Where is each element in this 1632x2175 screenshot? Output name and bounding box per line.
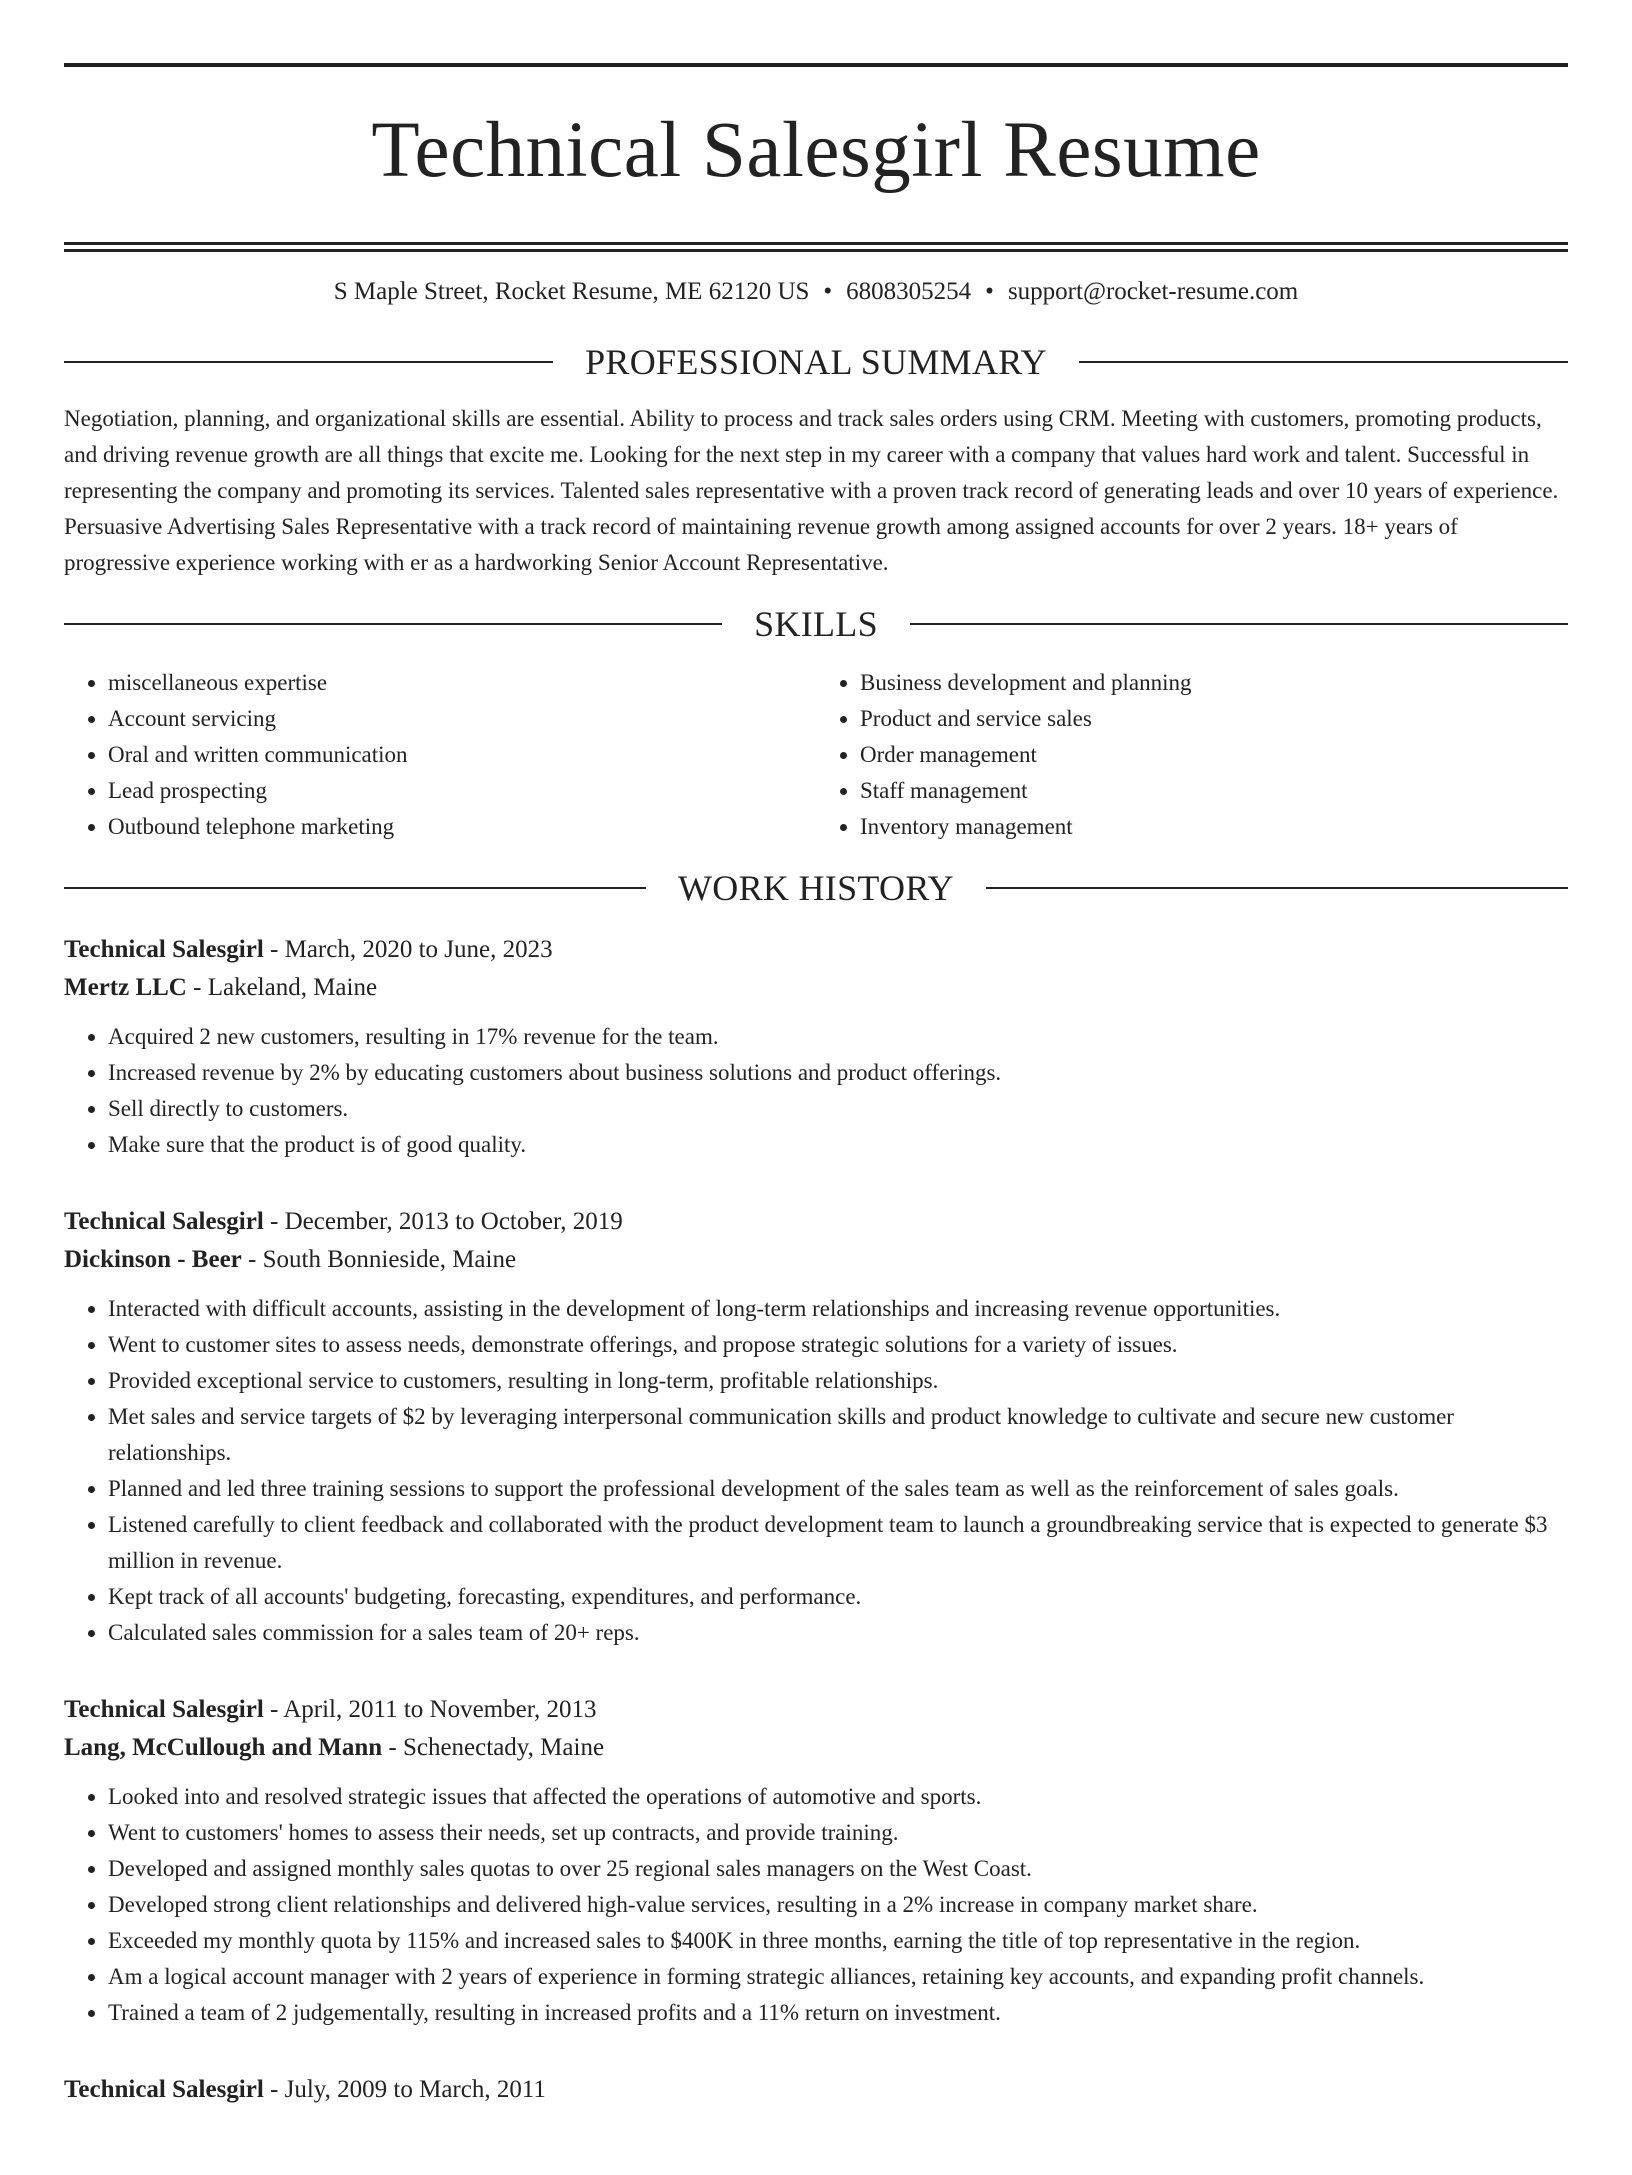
- job-bullet: • Kept track of all accounts' budgeting, forecasting, expenditures, and performance.: [108, 1579, 1568, 1615]
- job-bullet: • Provided exceptional service to customers, resulting in long-term, profitable relationships.: [108, 1363, 1568, 1399]
- skill-item: • Lead prospecting: [108, 773, 816, 809]
- job-location: - Schenectady, Maine: [382, 1734, 605, 1761]
- job-entry: [64, 1691, 1568, 2031]
- job-entry: [64, 931, 1568, 1163]
- job-bullet: • Trained a team of 2 judgementally, resulting in increased profits and a 11% return on investment.: [108, 1995, 1568, 2031]
- skill-item: • Outbound telephone marketing: [108, 809, 816, 845]
- skill-item: • Oral and written communication: [108, 737, 816, 773]
- resume-page: [0, 63, 1632, 2175]
- job-company: Dickinson - Beer: [64, 1246, 242, 1273]
- job-bullet: • Listened carefully to client feedback and collaborated with the product development team to launch a groundbreaking service that is expected to generate $3 million in revenue.: [108, 1507, 1568, 1579]
- job-bullet: • Exceeded my monthly quota by 115% and increased sales to $400K in three months, earning the title of top representative in the region.: [108, 1923, 1568, 1959]
- job-title-line: [64, 1203, 1568, 1241]
- job-bullet: • Increased revenue by 2% by educating customers about business solutions and product offerings.: [108, 1055, 1568, 1091]
- skill-item: • Product and service sales: [860, 701, 1568, 737]
- job-bullet: • Am a logical account manager with 2 years of experience in forming strategic alliances, retaining key accounts, and expanding profit channels.: [108, 1959, 1568, 1995]
- job-company-line: [64, 969, 1568, 1007]
- job-bullet: • Went to customers' homes to assess their needs, set up contracts, and provide training.: [108, 1815, 1568, 1851]
- header-double-rule: [64, 242, 1568, 252]
- skill-item: • Account servicing: [108, 701, 816, 737]
- contact-address: S Maple Street, Rocket Resume, ME 62120 US: [333, 278, 810, 305]
- summary-section-header: [64, 341, 1568, 383]
- skill-item: • Inventory management: [860, 809, 1568, 845]
- skills-column-right: [816, 665, 1568, 845]
- job-bullet: • Met sales and service targets of $2 by leveraging interpersonal communication skills and product knowledge to cultivate and secure new customer relationships.: [108, 1399, 1568, 1471]
- section-rule-right: [986, 887, 1568, 889]
- job-title: Technical Salesgirl: [64, 1208, 264, 1235]
- section-rule-left: [64, 623, 722, 625]
- section-rule-right: [1079, 361, 1568, 363]
- contact-email: support@rocket-resume.com: [1007, 278, 1299, 305]
- work-section-header: [64, 867, 1568, 909]
- job-bullet: • Make sure that the product is of good quality.: [108, 1127, 1568, 1163]
- job-bullet: • Looked into and resolved strategic issues that affected the operations of automotive and sports.: [108, 1779, 1568, 1815]
- job-title: Technical Salesgirl: [64, 1696, 264, 1723]
- job-title-line: [64, 931, 1568, 969]
- skill-item: • Staff management: [860, 773, 1568, 809]
- summary-heading: PROFESSIONAL SUMMARY: [585, 342, 1047, 382]
- job-bullets: [64, 1291, 1568, 1651]
- job-bullet: • Planned and led three training sessions to support the professional development of the sales team as well as the reinforcement of sales goals.: [108, 1471, 1568, 1507]
- skill-item: • Business development and planning: [860, 665, 1568, 701]
- resume-title: Technical Salesgirl Resume: [371, 107, 1261, 194]
- job-bullet: • Interacted with difficult accounts, assisting in the development of long-term relationships and increasing revenue opportunities.: [108, 1291, 1568, 1327]
- work-heading: WORK HISTORY: [678, 868, 954, 908]
- skills-column-left: [64, 665, 816, 845]
- contact-separator: •: [823, 278, 833, 305]
- header-top-rule: [64, 63, 1568, 67]
- job-title: Technical Salesgirl: [64, 2076, 264, 2103]
- job-bullet: • Went to customer sites to assess needs, demonstrate offerings, and propose strategic solutions for a variety of issues.: [108, 1327, 1568, 1363]
- job-dates: - July, 2009 to March, 2011: [263, 2076, 546, 2103]
- section-rule-right: [910, 623, 1568, 625]
- job-company-line: [64, 1241, 1568, 1279]
- job-bullet: • Calculated sales commission for a sales team of 20+ reps.: [108, 1615, 1568, 1651]
- job-title-line: [64, 2071, 1568, 2109]
- job-bullet: • Acquired 2 new customers, resulting in 17% revenue for the team.: [108, 1019, 1568, 1055]
- skills-list: [64, 665, 1568, 845]
- section-rule-left: [64, 361, 553, 363]
- job-location: - Lakeland, Maine: [186, 974, 378, 1001]
- job-company: Mertz LLC: [64, 974, 187, 1001]
- job-dates: - April, 2011 to November, 2013: [263, 1696, 597, 1723]
- job-entry: [64, 2071, 1568, 2109]
- job-title: Technical Salesgirl: [64, 936, 264, 963]
- job-bullet: • Developed and assigned monthly sales quotas to over 25 regional sales managers on the West Coast.: [108, 1851, 1568, 1887]
- job-bullet: • Sell directly to customers.: [108, 1091, 1568, 1127]
- job-company-line: [64, 1729, 1568, 1767]
- skill-item: • miscellaneous expertise: [108, 665, 816, 701]
- summary-text: Negotiation, planning, and organizational skills are essential. Ability to process and track sales orders using CRM. Meeting with customers, promoting products, and driving revenue growth are all things that excite me. Looking for the next step in my career with a company that values hard work and talent. Successful in representing the company and promoting its services. Talented sales representative with a proven track record of generating leads and over 10 years of experience. Persuasive Advertising Sales Representative with a track record of maintaining revenue growth among assigned accounts for over 2 years. 18+ years of progressive experience working with er as a hardworking Senior Account Representative.: [64, 406, 1559, 575]
- job-location: - South Bonnieside, Maine: [241, 1246, 517, 1273]
- contact-phone: 6808305254: [846, 278, 972, 305]
- job-dates: - December, 2013 to October, 2019: [263, 1208, 623, 1235]
- section-rule-left: [64, 887, 646, 889]
- skills-heading: SKILLS: [754, 604, 878, 644]
- job-dates: - March, 2020 to June, 2023: [263, 936, 553, 963]
- skills-section-header: [64, 603, 1568, 645]
- job-bullets: [64, 1779, 1568, 2031]
- contact-separator: •: [985, 278, 994, 305]
- job-title-line: [64, 1691, 1568, 1729]
- job-entry: [64, 1203, 1568, 1651]
- contact-line: [64, 277, 1568, 307]
- skill-item: • Order management: [860, 737, 1568, 773]
- job-bullets: [64, 1019, 1568, 1163]
- job-company: Lang, McCullough and Mann: [64, 1734, 383, 1761]
- job-bullet: • Developed strong client relationships and delivered high-value services, resulting in a 2% increase in company market share.: [108, 1887, 1568, 1923]
